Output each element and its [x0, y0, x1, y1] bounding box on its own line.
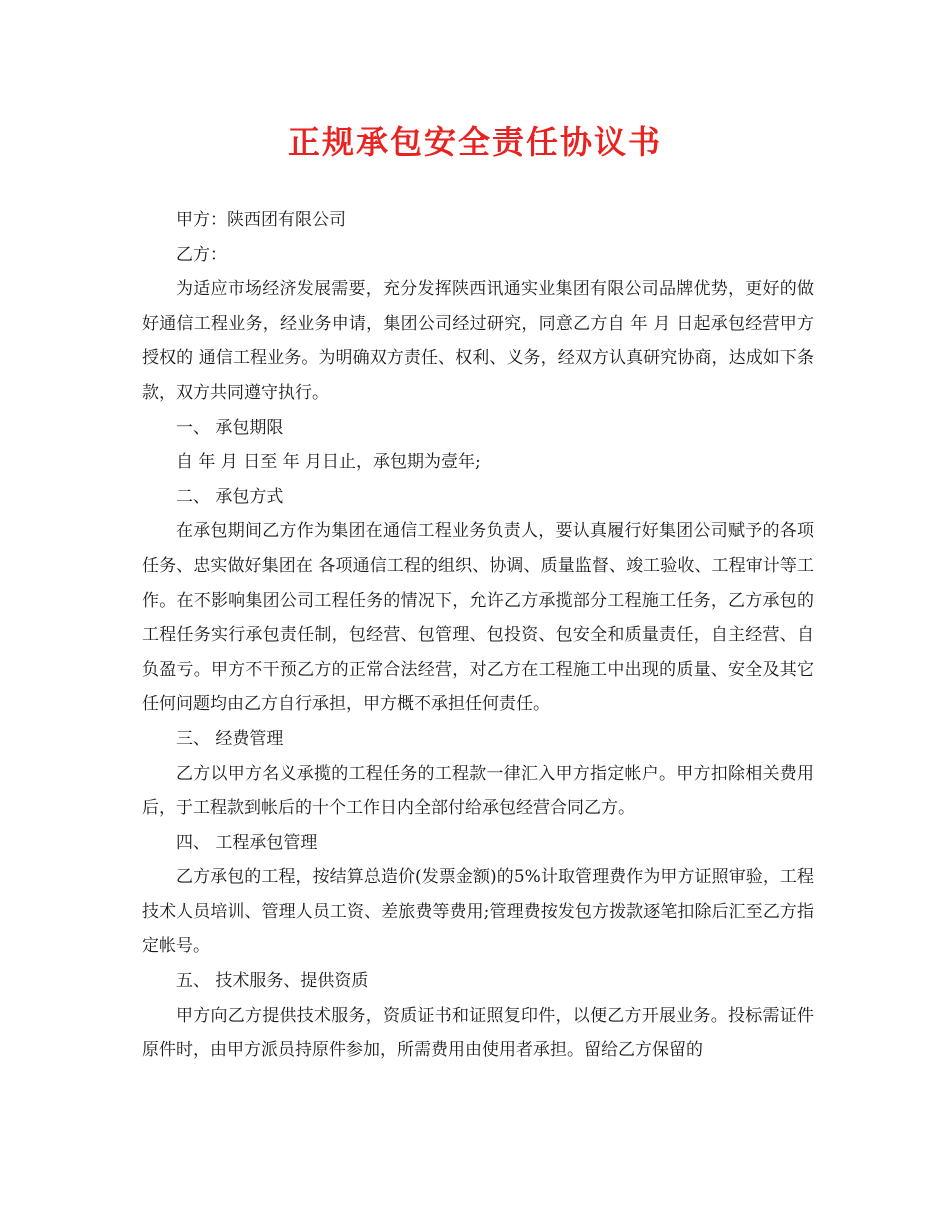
document-body	[142, 203, 814, 1068]
paragraph-term: 自 年 月 日至 年 月日止，承包期为壹年;	[176, 452, 481, 473]
paragraph-intro: 为适应市场经济发展需要，充分发挥陕西讯通实业集团有限公司品牌优势，更好的做好通信工程业务，经业务申请，集团公司经过研究，同意乙方自 年 月 日起承包经营甲方授权的 通信工程业务。为明确双方责任、权利、义务，经双方认真研究协商，达成如下条款，双方共同遵守执行。	[142, 279, 814, 403]
paragraph-technical-services: 甲方向乙方提供技术服务，资质证书和证照复印件，以便乙方开展业务。投标需证件原件时，由甲方派员持原件参加，所需费用由使用者承担。留给乙方保留的	[142, 1005, 814, 1061]
section-heading-funds: 三、 经费管理	[176, 728, 284, 749]
section-heading-project-management: 四、 工程承包管理	[176, 832, 318, 853]
paragraph-project-management: 乙方承包的工程，按结算总造价(发票金额)的5%计取管理费作为甲方证照审验，工程技术人员培训、管理人员工资、差旅费等费用;管理费按发包方拨款逐笔扣除后汇至乙方指定帐号。	[142, 867, 814, 957]
party-a-line: 甲方：陕西团有限公司	[176, 210, 346, 230]
section-heading-term: 一、 承包期限	[176, 417, 284, 438]
document-title: 正规承包安全责任协议书	[287, 123, 662, 161]
paragraph-funds: 乙方以甲方名义承揽的工程任务的工程款一律汇入甲方指定帐户。甲方扣除相关费用后，于工程款到帐后的十个工作日内全部付给承包经营合同乙方。	[142, 763, 814, 819]
paragraph-method: 在承包期间乙方作为集团在通信工程业务负责人，要认真履行好集团公司赋予的各项任务、忠实做好集团在 各项通信工程的组织、协调、质量监督、竣工验收、工程审计等工作。在不影响集团公司工程任务的情况下，允许乙方承揽部分工程施工任务，乙方承包的工程任务实行承包责任制，包经营、包管理、包投资、包安全和质量责任，自主经营、自负盈亏。甲方不干预乙方的正常合法经营，对乙方在工程施工中出现的质量、安全及其它任何问题均由乙方自行承担，甲方概不承担任何责任。	[142, 521, 814, 715]
party-b-line: 乙方：	[176, 244, 227, 265]
section-heading-technical-services: 五、 技术服务、提供资质	[176, 971, 369, 992]
section-heading-method: 二、 承包方式	[176, 486, 284, 507]
